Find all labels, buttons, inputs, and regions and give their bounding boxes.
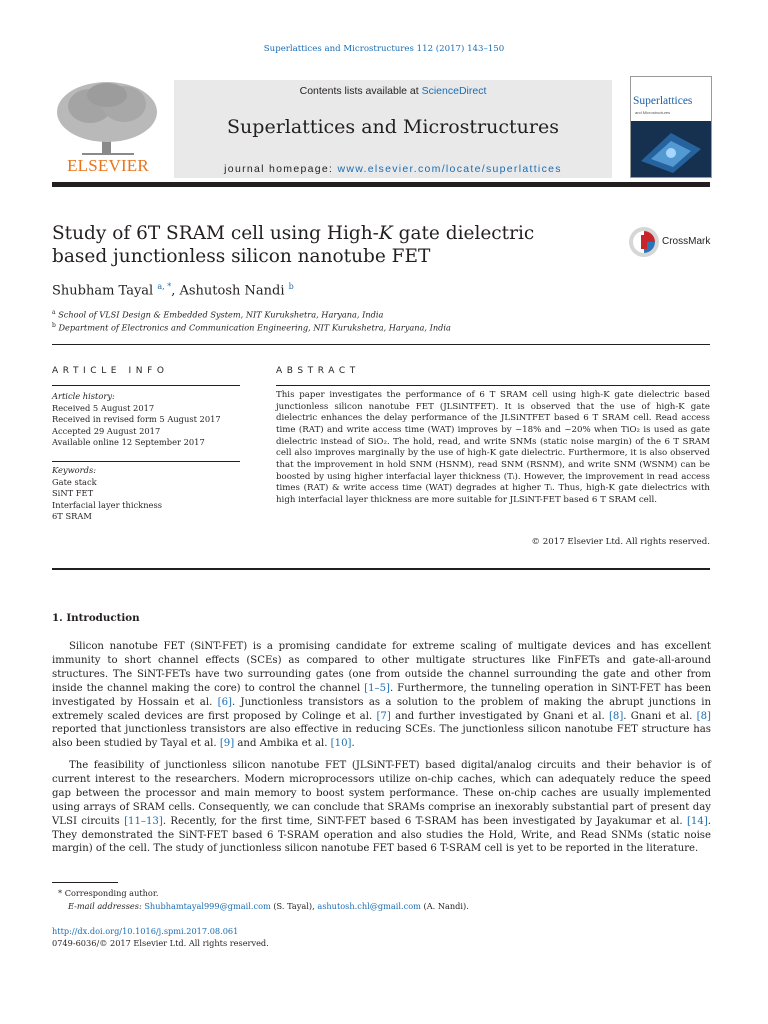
abstract-text: This paper investigates the performance of 6 T SRAM cell using high-K gate dielectric based junctionless silicon nanotube FET (JLSiNTFET). It is observed that the use of high-K gate dielectric enhances the delay performance of the JLSiNTFET based 6 T SRAM cell. Read access time (RAT) and write access time (WAT) improves by ~18% and ~20% when TiO₂ is used as gate dielectric instead of SiO₂. The hold, read, and write SNMs (static noise margin) of the 6 T SRAM cell also improves marginally by the use of high-K gate dielectric. Furthermore, it is also observed that the improvement in hold SNM (HSNM), read SNM (RSNM), and write SNM (WSNM) can be boosted by using higher interfacial layer thickness (Tᵢ). However, the improvement in read access times (RAT) & write access time (WAT) degrades at higher Tᵢ. Thus, high-K gate dielectrics with high interfacial layer thickness are more suitable for JLSiNT-FET based 6 T SRAM cell.	[276, 390, 710, 505]
paragraph-text: and further investigated by Gnani et al.	[390, 710, 609, 722]
journal-homepage-link[interactable]: www.elsevier.com/locate/superlattices	[337, 163, 562, 175]
corresponding-author-note: * Corresponding author.	[58, 888, 159, 898]
journal-citation[interactable]: Superlattices and Microstructures 112 (2017) 143–150	[263, 44, 505, 54]
intro-paragraph-2	[52, 759, 711, 856]
intro-paragraph-1	[52, 640, 711, 751]
citation-link[interactable]: [9]	[219, 738, 235, 750]
sciencedirect-link[interactable]: ScienceDirect	[421, 85, 487, 97]
paragraph-text: . Gnani et al.	[623, 710, 697, 722]
paragraph-text: The feasibility of junctionless silicon nanotube FET (JLSiNT-FET) based digital/analog circuits and their behavior is of current interest to the researchers. Modern microprocessors utilize on-chip caches, which can adequately reduce the speed gap between the processor and main memory to boost system performance. These on-chip caches are usually implemented using arrays of SRAM cells. Consequently, we can conclude that SRAMs comprise an inexorably substantial part of present day VLSI circuits	[52, 760, 711, 827]
cover-art-icon	[631, 121, 711, 177]
author-2-affiliation-mark[interactable]: b	[288, 282, 294, 291]
journal-info-box	[174, 80, 612, 178]
affiliation-a-text: School of VLSI Design & Embedded System, NIT Kurukshetra, Haryana, India	[58, 309, 384, 320]
cover-subtitle: and Microstructures	[635, 110, 671, 115]
title-k: K	[378, 223, 393, 244]
paragraph-text: . Furthermore, the tunneling operation in SiNT-FET has been investigated by Hossain et al.	[52, 682, 711, 708]
citation-link[interactable]: [11–13]	[124, 815, 163, 827]
paragraph-text: .	[351, 738, 355, 750]
paragraph-text: . They demonstrated the SiNT-FET based 6 T-SRAM operation and also studies the Hold, Write, and Read SNMs (static noise margin) of the cell. The study of junctionless silicon nanotube FET based 6 T-SRAM cell is yet to be reported in the literature.	[52, 815, 711, 855]
paragraph-text: Silicon nanotube FET (SiNT-FET) is a promising candidate for extreme scaling of multigate devices and has excellent immunity to short channel effects (SCEs) as compared to other multigate structures like FinFETs and gate-all-around structures. The SiNT-FETs have two surrounding gates (one from outside the channel surrounding the gate and other from inside the channel making the core) to control the channel	[52, 641, 711, 694]
title-rule	[52, 344, 710, 345]
cover-title: Superlattices	[633, 95, 693, 107]
affiliation-a	[52, 309, 652, 320]
crossmark-label: CrossMark	[662, 236, 711, 247]
article-title	[52, 222, 592, 268]
paragraph-text: reported that junctionless transistors are also effective in reducing SCEs. The junctionless silicon nanotube FET structure has also been studied by Tayal et al.	[52, 724, 711, 750]
journal-name: Superlattices and Microstructures	[227, 116, 559, 138]
article-info-rule-top	[52, 385, 240, 386]
title-part-1: Study of 6T SRAM cell using High-	[52, 223, 379, 244]
author-1[interactable]: Shubham Tayal	[52, 283, 154, 299]
keyword-item: Gate stack	[52, 476, 97, 487]
abstract-rule	[52, 568, 710, 570]
email-link-2[interactable]: ashutosh.chl@gmail.com	[317, 901, 421, 911]
email-link-1[interactable]: Shubhamtayal999@gmail.com	[144, 901, 271, 911]
crossmark-icon	[628, 226, 660, 258]
journal-cover-thumbnail[interactable]	[630, 76, 712, 178]
history-accepted: Accepted 29 August 2017	[52, 425, 161, 436]
article-history	[52, 391, 242, 449]
header-rule	[52, 182, 710, 187]
elsevier-logo[interactable]	[52, 80, 162, 176]
paragraph-text: . Recently, for the first time, SiNT-FET based 6 T-SRAM has been investigated by Jayakumar et al.	[162, 815, 687, 827]
affiliation-b	[52, 322, 652, 333]
citation-link[interactable]: [8]	[608, 710, 624, 722]
email-name-1: (S. Tayal),	[270, 901, 318, 911]
elsevier-tree-icon	[52, 80, 162, 156]
crossmark-badge[interactable]	[628, 226, 714, 260]
section-heading-introduction: 1. Introduction	[52, 612, 140, 624]
citation-link[interactable]: [8]	[696, 710, 711, 722]
issn-copyright: 0749-6036/© 2017 Elsevier Ltd. All rights reserved.	[52, 938, 269, 948]
keyword-item: 6T SRAM	[52, 511, 92, 522]
contents-line	[174, 85, 612, 97]
keywords	[52, 465, 242, 523]
history-received: Received 5 August 2017	[52, 402, 155, 413]
affiliation-b-mark: b	[52, 322, 56, 329]
author-1-affiliation-mark[interactable]: a, *	[157, 282, 172, 291]
email-footnote	[68, 901, 726, 911]
citation-link[interactable]: [6]	[217, 696, 232, 708]
elsevier-wordmark: ELSEVIER	[67, 156, 149, 175]
history-revised: Received in revised form 5 August 2017	[52, 414, 221, 425]
history-online: Available online 12 September 2017	[52, 437, 205, 448]
article-info-rule-mid	[52, 461, 240, 462]
citation-link[interactable]: [7]	[376, 710, 391, 722]
citation-link[interactable]: [10]	[330, 738, 352, 750]
paragraph-text: . Junctionless transistors as a solution to the problem of making the abrupt junctions in extremely scaled devices are first proposed by Colinge et al.	[52, 696, 711, 722]
abstract-rule-top	[276, 385, 710, 386]
email-name-2: (A. Nandi).	[420, 901, 469, 911]
citation-link[interactable]: [14]	[686, 815, 708, 827]
author-separator: ,	[171, 283, 180, 299]
footnote-rule	[52, 882, 118, 883]
author-2[interactable]: Ashutosh Nandi	[179, 283, 285, 299]
abstract-copyright: © 2017 Elsevier Ltd. All rights reserved.	[531, 537, 710, 547]
keyword-item: Interfacial layer thickness	[52, 499, 162, 510]
paragraph-text: and Ambika et al.	[234, 738, 331, 750]
article-info-heading: ARTICLE INFO	[52, 366, 169, 376]
affiliation-a-mark: a	[52, 309, 56, 316]
contents-prefix: Contents lists available at	[299, 85, 422, 97]
doi-link[interactable]: http://dx.doi.org/10.1016/j.spmi.2017.08.061	[52, 926, 239, 936]
affiliation-b-text: Department of Electronics and Communication Engineering, NIT Kurukshetra, Haryana, India	[58, 322, 451, 333]
keyword-item: SiNT FET	[52, 488, 94, 499]
author-list	[52, 282, 652, 298]
keywords-label: Keywords:	[52, 465, 97, 475]
citation-link[interactable]: [1–5]	[364, 682, 391, 694]
title-part-2: gate dielectric based junctionless silicon nanotube FET	[52, 223, 535, 267]
journal-header	[52, 76, 710, 182]
abstract-heading: ABSTRACT	[276, 366, 360, 376]
history-label: Article history:	[52, 391, 115, 401]
homepage-prefix: journal homepage:	[224, 163, 338, 175]
homepage-line	[174, 163, 612, 175]
email-label: E-mail addresses:	[68, 901, 145, 911]
